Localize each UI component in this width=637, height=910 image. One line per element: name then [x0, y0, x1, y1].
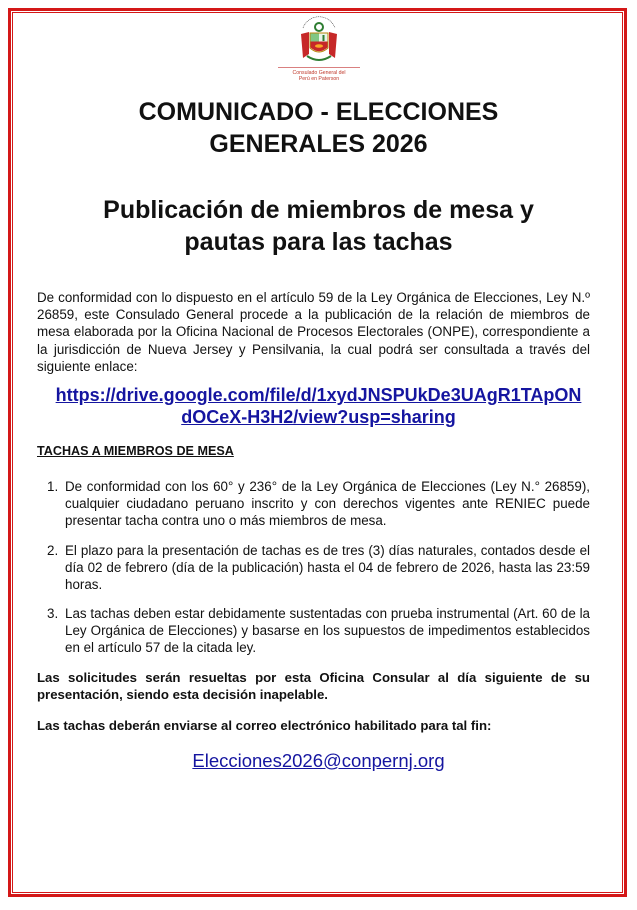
list-text: Las tachas deben estar debidamente sustentadas con prueba instrumental (Art. 60 de la Ley Orgánica de Elecciones) y basarse en los supuestos de impedimentos establecidos en el artículo 57 de la citada ley.	[65, 606, 590, 656]
list-number: 3.	[47, 606, 59, 621]
logo-divider	[278, 67, 360, 68]
resolution-note: Las solicitudes serán resueltas por esta Oficina Consular al día siguiente de su presentación, siendo esta decisión inapelable.	[37, 670, 590, 703]
intro-paragraph: De conformidad con lo dispuesto en el artículo 59 de la Ley Orgánica de Elecciones, Ley N.º 26859, este Consulado General procede a la publicación de la relación de miembros de mesa elaborada por la Oficina Nacional de Procesos Electorales (ONPE), correspondiente a la jurisdicción de Nueva Jersey y Pensilvania, la cual podrá ser consultada a través del siguiente enlace:	[37, 290, 590, 374]
consulate-logo	[278, 14, 360, 88]
list-text: El plazo para la presentación de tachas es de tres (3) días naturales, contados desde el día 02 de febrero (día de la publicación) hasta el 04 de febrero de 2026, hasta las 23:59 horas.	[65, 543, 590, 593]
email-intro: Las tachas deberán enviarse al correo electrónico habilitado para tal fin:	[37, 718, 492, 733]
list-text: De conformidad con los 60° y 236° de la Ley Orgánica de Elecciones (Ley N.° 26859), cualquier ciudadano peruano inscrito y con derechos vigentes ante RENIEC puede presentar tacha contra uno o más miembros de mesa.	[65, 479, 590, 529]
list-item	[47, 605, 590, 657]
email-link[interactable]: Elecciones2026@conpernj.org	[192, 750, 445, 771]
page-subtitle: Publicación de miembros de mesa y pautas para las tachas	[103, 196, 534, 256]
list-number: 1.	[47, 479, 59, 494]
section-heading-tachas: TACHAS A MIEMBROS DE MESA	[37, 444, 234, 458]
peru-coat-of-arms-icon	[297, 14, 341, 66]
list-item	[47, 478, 590, 530]
drive-link[interactable]: https://drive.google.com/file/d/1xydJNSPUkDe3UAgR1TApON dOCeX-H3H2/view?usp=sharing	[55, 385, 582, 427]
page-title: COMUNICADO - ELECCIONES GENERALES 2026	[138, 98, 499, 158]
consulate-caption: Consulado General del Perú en Paterson	[292, 70, 346, 83]
list-number: 2.	[47, 543, 59, 558]
list-item	[47, 542, 590, 594]
